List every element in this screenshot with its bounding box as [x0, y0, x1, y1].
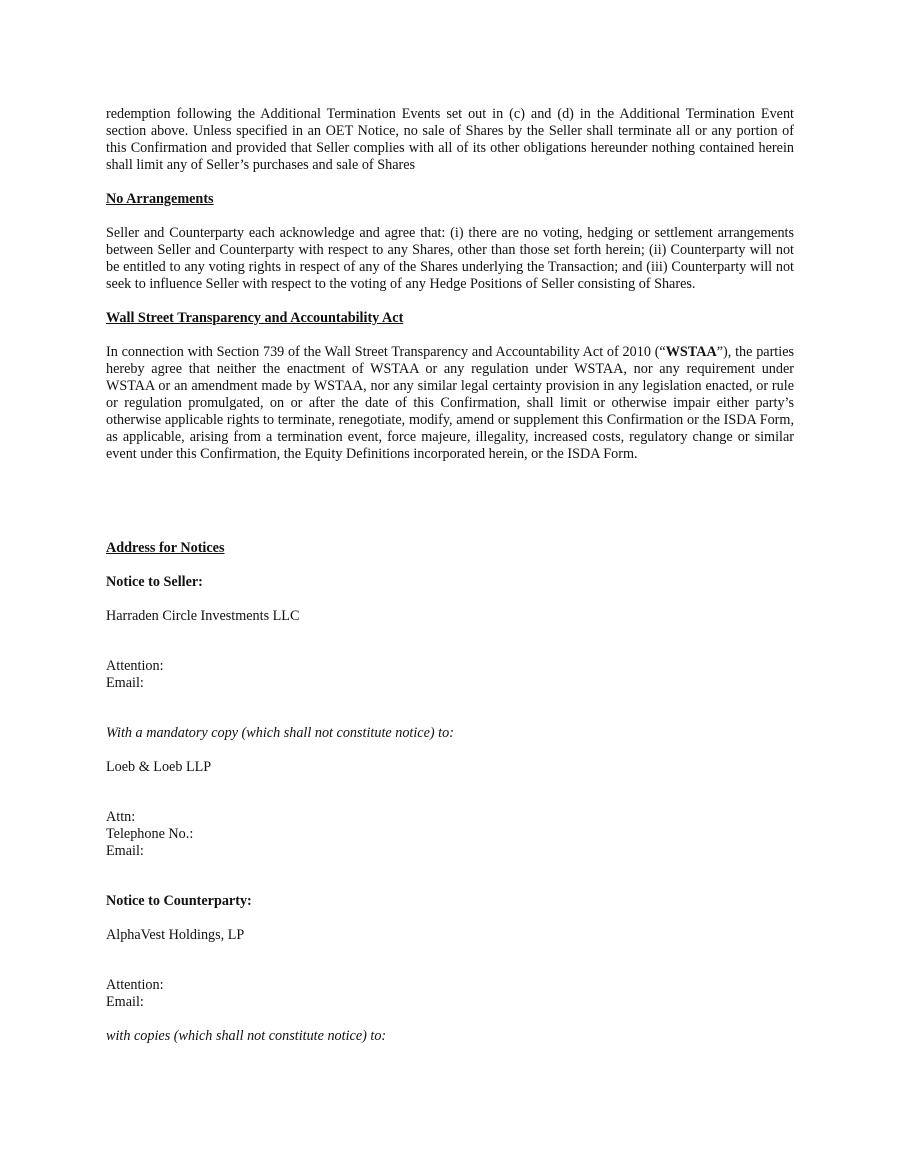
no-arrangements-heading: No Arrangements — [106, 191, 214, 207]
wstaa-heading: Wall Street Transparency and Accountability Act — [106, 310, 404, 326]
seller-copy-firm: Loeb & Loeb LLP — [106, 759, 212, 775]
seller-attention: Attention: — [106, 658, 164, 674]
document-page — [106, 106, 794, 1045]
seller-name: Harraden Circle Investments LLC — [106, 608, 300, 624]
wstaa-paragraph — [106, 344, 794, 463]
wstaa-body-before: In connection with Section 739 of the Wall Street Transparency and Accountability Act of 2010 (“ — [106, 344, 666, 360]
counterparty-attention: Attention: — [106, 977, 164, 993]
counterparty-name: AlphaVest Holdings, LP — [106, 927, 245, 943]
counterparty-email: Email: — [106, 994, 144, 1010]
seller-copy-note: With a mandatory copy (which shall not constitute notice) to: — [106, 725, 454, 741]
seller-copy-telephone: Telephone No.: — [106, 826, 194, 842]
wstaa-body-after: ”), the parties hereby agree that neither the enactment of WSTAA or any regulation under WSTAA, nor any requirement under WSTAA or an amendment made by WSTAA, nor any similar legal certainty provision in any legislation enacted, or rule or regulation promulgated, on or after the date of this Confirmation, shall limit or otherwise impair either party’s otherwise applicable rights to terminate, renegotiate, modify, amend or supplement this Confirmation or the ISDA Form, as applicable, arising from a termination event, force majeure, illegality, increased costs, regulatory change or similar event under this Confirmation, the Equity Definitions incorporated herein, or the ISDA Form. — [106, 344, 795, 462]
counterparty-notice-label: Notice to Counterparty: — [106, 893, 252, 909]
notices-heading: Address for Notices — [106, 540, 225, 556]
seller-email: Email: — [106, 675, 144, 691]
seller-copy-attn: Attn: — [106, 809, 136, 825]
no-arrangements-paragraph: Seller and Counterparty each acknowledge and agree that: (i) there are no voting, hedging or settlement arrangements between Seller and Counterparty with respect to any Shares, other than those set forth herein; (ii) Counterparty will not be entitled to any voting rights in respect of any of the Shares underlying the Transaction; and (iii) Counterparty will not seek to influence Seller with respect to the voting of any Hedge Positions of Seller consisting of Shares. — [106, 225, 794, 292]
wstaa-term: WSTAA — [665, 344, 717, 360]
seller-notice-label: Notice to Seller: — [106, 574, 203, 590]
counterparty-copy-note: with copies (which shall not constitute notice) to: — [106, 1028, 387, 1044]
intro-paragraph: redemption following the Additional Termination Events set out in (c) and (d) in the Additional Termination Event section above. Unless specified in an OET Notice, no sale of Shares by the Seller shall terminate all or any portion of this Confirmation and provided that Seller complies with all of its other obligations hereunder nothing contained herein shall limit any of Seller’s purchases and sale of Shares — [106, 106, 794, 173]
seller-copy-email: Email: — [106, 843, 144, 859]
